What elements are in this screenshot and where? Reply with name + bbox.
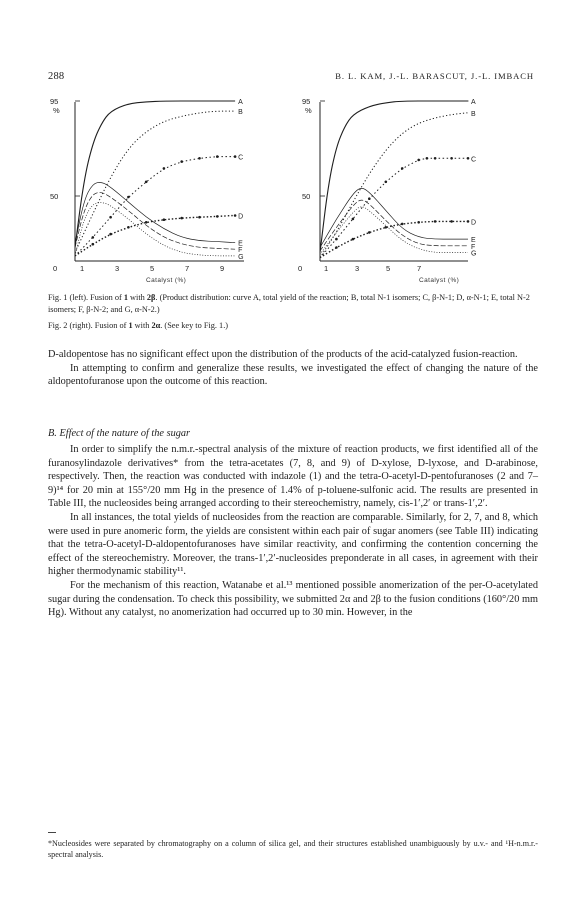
fig2-curve-label-c: C [471, 156, 477, 164]
fig2-curve-label-b: B [471, 110, 476, 118]
body-upper [48, 348, 538, 389]
fig1-curve-label-g: G [238, 253, 244, 261]
fig2-marker-d-5 [401, 223, 404, 226]
fig1-caption-compound-2: 2β [146, 293, 156, 302]
fig2-curve-label-d: D [471, 219, 477, 227]
fig1-xtick-label-3: 3 [115, 264, 120, 273]
figure-2 [298, 88, 533, 298]
fig1-xtick-label-5: 5 [150, 264, 155, 273]
fig2-marker-c-2 [352, 218, 355, 221]
fig2-curve-c [320, 158, 468, 257]
fig2-curve-b [320, 113, 468, 258]
running-head-authors: B. L. KAM, J.-L. BARASCUT, J.-L. IMBACH [335, 71, 534, 81]
fig2-ytick-label-95: 95 [302, 97, 311, 106]
fig1-curve-label-f: F [238, 247, 243, 255]
fig1-curve-e [75, 182, 235, 244]
fig1-xtick-label-9: 9 [220, 264, 225, 273]
fig1-marker-d-4 [145, 221, 148, 224]
fig2-caption-compound-1: 1 [128, 321, 133, 330]
figure-2-chart [298, 88, 533, 298]
body-paragraph-2: In attempting to confirm and generalize these results, we investigated the effect of changing the nature of the aldopentofuranose upon the outcome of this reaction. [48, 362, 538, 388]
fig2-xtick-label-7: 7 [417, 264, 422, 273]
fig2-curve-label-e: E [471, 237, 476, 245]
fig2-marker-c-3 [368, 197, 371, 200]
fig2-xtick-label-1: 1 [324, 264, 329, 273]
fig1-ytick-label-50: 50 [50, 192, 59, 201]
fig2-curve-a [320, 101, 468, 253]
fig1-marker-d-8 [216, 215, 219, 218]
fig2-curve-label-f: F [471, 243, 476, 251]
fig2-marker-c-7 [426, 157, 429, 160]
fig2-marker-d-6 [417, 221, 420, 224]
fig1-marker-c-6 [180, 160, 183, 163]
fig1-curve-a [75, 101, 235, 248]
fig2-marker-c-6 [417, 159, 420, 162]
fig2-caption-rest: . (See key to Fig. 1.) [160, 321, 229, 330]
fig1-marker-c-8 [216, 155, 219, 158]
figure-1-caption [48, 292, 538, 316]
fig1-curve-label-c: C [238, 154, 244, 162]
fig1-marker-d-7 [198, 216, 201, 219]
footnote-rule [48, 832, 56, 833]
fig2-marker-d-3 [368, 231, 371, 234]
fig1-x-label: Catalyst (%) [146, 277, 187, 284]
fig1-marker-c-7 [198, 157, 201, 160]
fig2-marker-d-9 [467, 220, 470, 223]
fig1-marker-d-1 [92, 243, 95, 246]
figure-1-chart [42, 88, 272, 298]
fig2-marker-c-10 [467, 157, 470, 160]
fig2-marker-d-7 [434, 220, 437, 223]
fig1-marker-c-2 [109, 216, 112, 219]
fig1-caption-prefix: Fig. 1 (left). Fusion of [48, 293, 124, 302]
fig2-marker-c-5 [401, 167, 404, 170]
body-paragraph-1: D-aldopentose has no significant effect upon the distribution of the products of the acid-catalyzed fusion-reaction. [48, 349, 518, 360]
fig1-curve-label-b: B [238, 109, 243, 117]
fig1-y-unit: % [53, 106, 60, 115]
body-lower [48, 443, 538, 620]
fig1-marker-d-9 [234, 214, 237, 217]
body-paragraph-4: In all instances, the total yields of nucleosides from the reaction are comparable. Similarly, for 2, 7, and 8, which were used in pure anomeric form, the yields are consistent within each pair of sugar anomers (see Table III) indicating that the tetra-O-acetyl-D-aldopentofuranoses have similar reactivity, and confirming the contention concerning the effect of the stereochemistry. Moreover, the trans-1′,2′-nucleosides preponderate in all cases, in agreement with their higher thermodynamic stability¹¹. [48, 511, 538, 578]
fig2-x-label: Catalyst (%) [419, 277, 460, 284]
fig2-xtick-label-5: 5 [386, 264, 391, 273]
fig2-caption-compound-2: 2α [151, 321, 161, 330]
fig1-curve-label-e: E [238, 240, 243, 248]
body-paragraph-5: For the mechanism of this reaction, Watanabe et al.¹³ mentioned possible anomerization of the per-O-acetylated sugar during the condensation. To check this possibility, we submitted 2α and 2β to the fusion conditions (160°/20 mm Hg). Without any catalyst, no anomerization had occurred up to 30 min. However, in the [48, 579, 538, 619]
section-heading: B. Effect of the nature of the sugar [48, 428, 191, 439]
fig1-marker-c-5 [163, 167, 166, 170]
fig2-curve-label-g: G [471, 250, 477, 258]
figure-1 [42, 88, 272, 298]
fig1-xtick-label-0: 0 [53, 264, 58, 273]
fig2-marker-d-1 [335, 246, 338, 249]
fig1-curve-label-a: A [238, 99, 243, 106]
fig1-marker-d-6 [180, 217, 183, 220]
fig1-marker-d-2 [109, 233, 112, 236]
fig2-curve-e [320, 188, 468, 247]
fig1-curve-label-d: D [238, 213, 244, 221]
fig2-curve-d [320, 221, 468, 257]
fig1-marker-d-3 [127, 226, 130, 229]
figure-2-caption [48, 320, 538, 332]
fig2-marker-c-4 [385, 181, 388, 184]
fig2-caption-prefix: Fig. 2 (right). Fusion of [48, 321, 129, 330]
fig2-curve-label-a: A [471, 99, 476, 106]
fig2-marker-c-9 [450, 157, 453, 160]
fig2-ytick-label-50: 50 [302, 192, 311, 201]
fig1-marker-d-5 [163, 218, 166, 221]
fig1-xtick-label-1: 1 [80, 264, 85, 273]
fig1-marker-c-9 [234, 155, 237, 158]
fig1-xtick-label-7: 7 [185, 264, 190, 273]
fig1-marker-c-4 [145, 181, 148, 184]
fig2-caption-mid: with [132, 321, 152, 330]
fig2-curve-g [320, 207, 468, 254]
fig2-marker-c-8 [434, 157, 437, 160]
fig2-y-unit: % [305, 106, 312, 115]
fig1-caption-rest: . (Product distribution: curve A, total yield of the reaction; B, total N-1 isomers; C, β-N-1; D, α-N-1; E, total N-2 isomers; F, β-N-2; and G, α-N-2.) [48, 293, 530, 314]
fig1-marker-c-1 [92, 236, 95, 239]
fig1-curve-d [75, 215, 235, 255]
fig1-caption-mid: with [127, 293, 147, 302]
fig2-xtick-label-3: 3 [355, 264, 360, 273]
body-paragraph-3: In order to simplify the n.m.r.-spectral analysis of the mixture of reaction products, we first identified all of the furanosylindazole derivatives* from the tetra-acetates (7, 8, and 9) of D-xylose, D-lyxose, and D-arabinose, respectively. Then, the reaction was conducted with indazole (1) and the tetra-O-acetyl-D-pentofuranoses (2 and 7–9)¹⁴ for 20 min at 155°/20 mm Hg in the presence of 1.4% of p-toluene-sulfonic acid. The results are presented in Table III, the nucleosides being arranged according to their stereochemistry, namely, cis-1′,2′ or trans-1′,2′. [48, 444, 538, 510]
fig2-marker-c-1 [335, 238, 338, 241]
fig1-ytick-label-95: 95 [50, 97, 59, 106]
footnote: *Nucleosides were separated by chromatography on a column of silica gel, and their structures established unambiguously by u.v.- and ¹H-n.m.r.-spectral analysis. [48, 839, 538, 859]
fig2-marker-d-2 [352, 238, 355, 241]
fig1-caption-compound-1: 1 [123, 293, 128, 302]
fig2-marker-d-4 [385, 226, 388, 229]
fig2-xtick-label-0: 0 [298, 264, 303, 273]
fig2-marker-d-8 [450, 220, 453, 223]
fig1-marker-c-3 [127, 196, 130, 199]
page-number: 288 [48, 71, 65, 82]
fig1-curve-b [75, 111, 235, 253]
